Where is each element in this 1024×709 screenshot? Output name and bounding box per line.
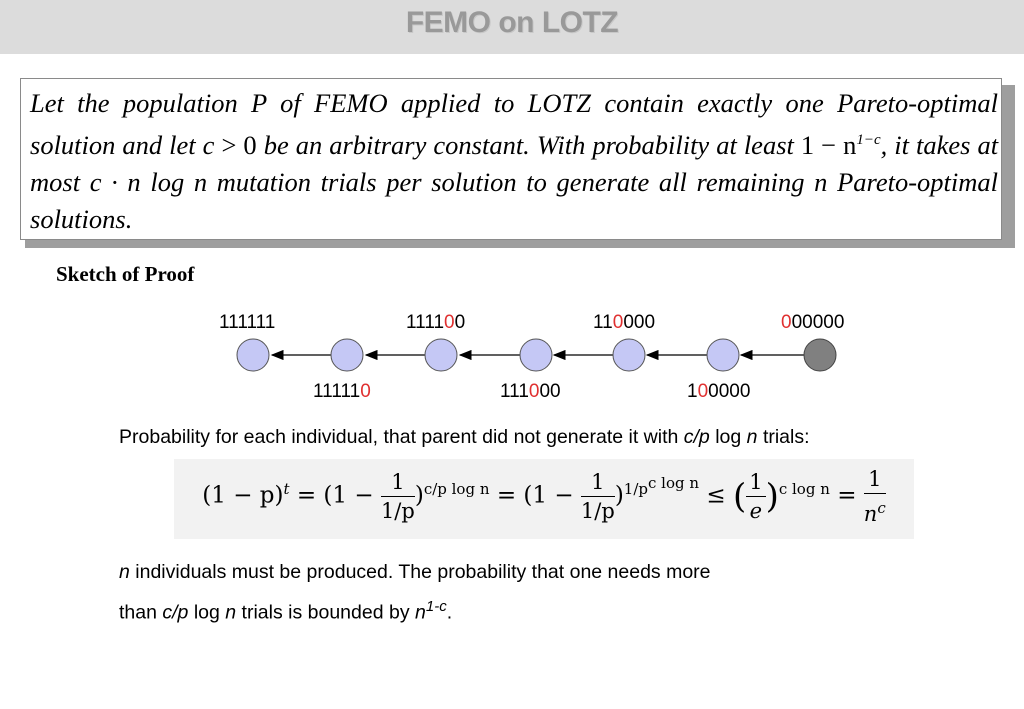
fraction-1-over-nc: $\frac{1}{n^c}$: [863, 467, 886, 526]
node-4: [520, 339, 552, 371]
theorem-text: Let the population P of FEMO applied to LOTZ contain exactly one Pareto-optimal solution and let c > 0 be an arbitrary constant. With probability at least $1 - n^{1-c}$, it takes at most c · n log n mutation trials per solution to generate all remaining n Pareto-optimal solutions.: [30, 88, 999, 234]
theorem-box: [20, 78, 1002, 240]
label-111111: 111111: [219, 312, 276, 333]
node-1: [237, 339, 269, 371]
sketch-heading: Sketch of Proof: [56, 262, 195, 286]
label-100000: 100000: [687, 381, 751, 402]
formula-box: [174, 459, 914, 539]
label-111110: 111110: [313, 381, 371, 402]
conclusion-line-1: n individuals must be produced. The probability that one needs more: [119, 561, 711, 583]
conclusion-line-2: than c/p log n trials is bounded by $n^{1-c}$.: [119, 598, 453, 624]
slide-title: FEMO on LOTZ: [405, 6, 619, 39]
formula: $(1 - p)^t = (1$ − $\frac{1}{1/p}$ )$^{c/p log n}$ = (1 − $\frac{1}{1/p}$ )$^{1/p^{c log n}}$ ≤ ( $\frac{1}{e}$ )$^{c log n}$ = $\frac{1}{n^c}$: [202, 467, 886, 526]
fraction-1-over-1p-2: $\frac{1}{1/p}$: [580, 470, 615, 523]
node-5: [613, 339, 645, 371]
probability-statement: Probability for each individual, that parent did not generate it with c/p log n trials:: [119, 426, 810, 448]
node-3: [425, 339, 457, 371]
node-start: [804, 339, 836, 371]
label-111100: 111100: [406, 312, 466, 333]
label-111000: 111000: [500, 381, 561, 402]
mutation-chain-diagram: [0, 300, 1024, 410]
label-110000: 110000: [593, 312, 656, 333]
label-000000: 000000: [781, 312, 845, 333]
node-2: [331, 339, 363, 371]
fraction-1-over-e: $\frac{1}{e}$: [746, 468, 765, 525]
node-6: [707, 339, 739, 371]
fraction-1-over-1p: $\frac{1}{1/p}$: [380, 470, 415, 523]
